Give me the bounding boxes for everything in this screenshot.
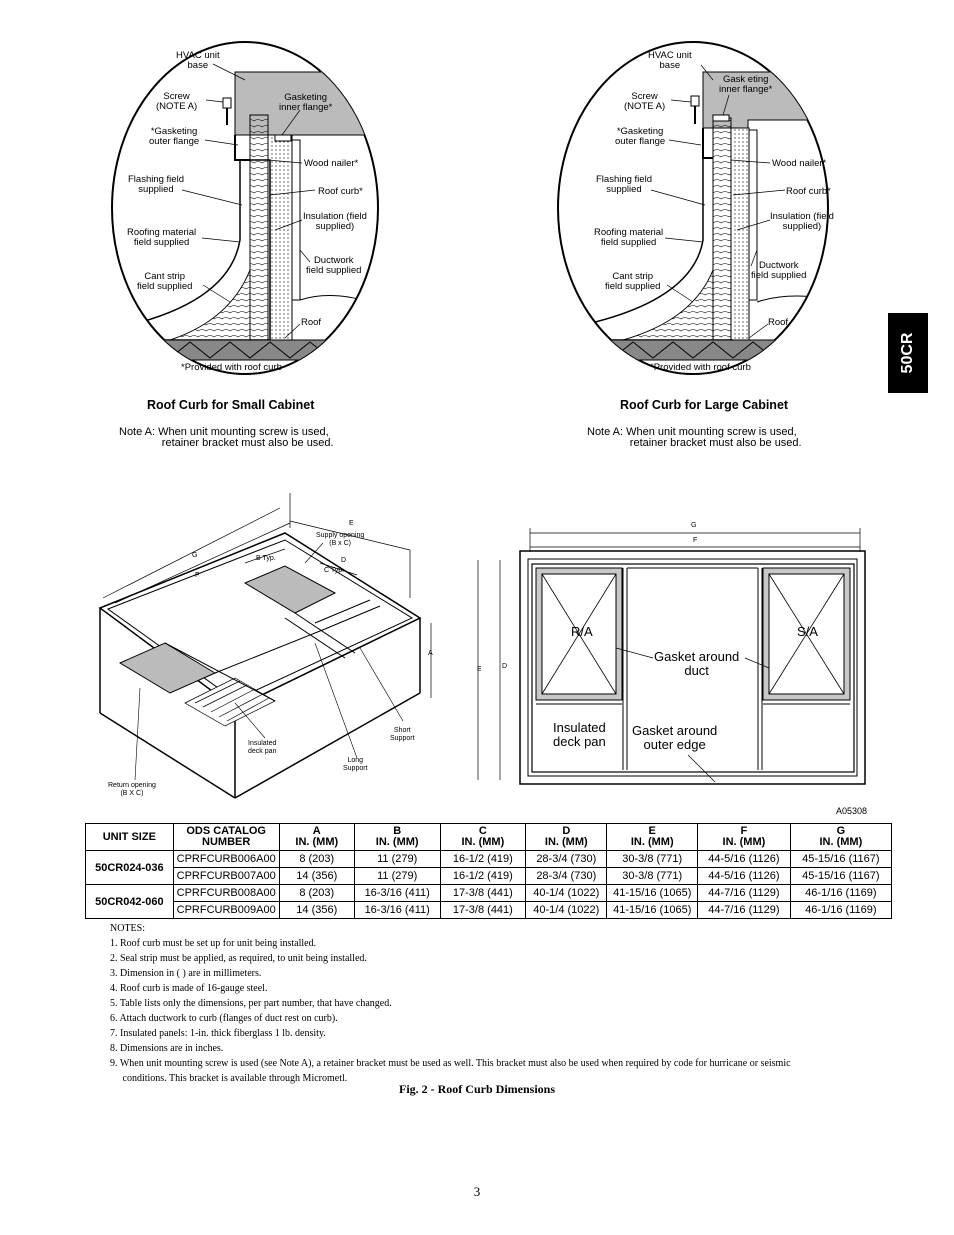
unit-size-cell: 50CR024-036 bbox=[86, 851, 174, 885]
label-roof-curb: Roof curb* bbox=[318, 186, 363, 197]
table-cell: 30-3/8 (771) bbox=[607, 868, 698, 885]
notes-title: NOTES: bbox=[110, 923, 145, 934]
plan-label-gasket-outer-edge: Gasket around outer edge bbox=[632, 723, 718, 752]
table-cell: 16-1/2 (419) bbox=[440, 851, 526, 868]
table-row bbox=[86, 851, 892, 868]
col-f: F IN. (MM) bbox=[698, 824, 791, 851]
label-roof: Roof bbox=[301, 317, 322, 328]
table-cell: 16-3/16 (411) bbox=[354, 885, 440, 902]
notes-block bbox=[110, 921, 791, 1086]
table-cell: 28-3/4 (730) bbox=[526, 851, 607, 868]
iso-label-c-typ: C Typ. bbox=[324, 567, 345, 574]
table-header-row bbox=[86, 824, 892, 851]
label-insulation: Insulation (field supplied) bbox=[303, 211, 367, 232]
label-screw: Screw (NOTE A) bbox=[156, 91, 198, 112]
label-wood-nailer-large: Wood nailer* bbox=[772, 158, 827, 169]
note-item: 7. Insulated panels: 1-in. thick fiberglass 1 lb. density. bbox=[110, 1028, 326, 1039]
iso-label-short-support: Short Support bbox=[390, 727, 415, 742]
table-cell: 44-5/16 (1126) bbox=[698, 868, 791, 885]
section-tab-label: 50CR bbox=[899, 332, 916, 374]
label-hvac-unit-base-large: HVAC unit base bbox=[648, 50, 692, 71]
table-cell: 17-3/8 (441) bbox=[440, 902, 526, 919]
table-cell: CPRFCURB008A00 bbox=[173, 885, 279, 902]
label-flashing: Flashing field supplied bbox=[128, 174, 184, 195]
small-cabinet-caption: Roof Curb for Small Cabinet bbox=[147, 398, 315, 412]
iso-label-a: A bbox=[428, 650, 433, 657]
table-cell: 41-15/16 (1065) bbox=[607, 902, 698, 919]
col-d: D IN. (MM) bbox=[526, 824, 607, 851]
figure-caption: Fig. 2 - Roof Curb Dimensions bbox=[398, 1082, 555, 1096]
note-item: 9. When unit mounting screw is used (see Note A), a retainer bracket must be used as well. This bracket must also be used when required by code for hurricane or seismic bbox=[110, 1058, 791, 1069]
small-cabinet-note: Note A: When unit mounting screw is used, retainer bracket must also be used. bbox=[119, 426, 334, 449]
label-roof-curb-large: Roof curb* bbox=[786, 186, 831, 197]
label-gasketing-inner-flange: Gasketing inner flange* bbox=[279, 92, 333, 113]
iso-label-f: F bbox=[195, 572, 200, 579]
label-ductwork: Ductwork field supplied bbox=[306, 255, 362, 276]
label-gasketing-outer-flange-large: *Gasketing outer flange bbox=[615, 126, 666, 147]
iso-label-b-typ: B Typ. bbox=[256, 555, 276, 562]
col-b: B IN. (MM) bbox=[354, 824, 440, 851]
table-cell: 45-15/16 (1167) bbox=[790, 868, 891, 885]
col-g: G IN. (MM) bbox=[790, 824, 891, 851]
label-flashing-large: Flashing field supplied bbox=[596, 174, 652, 195]
col-c: C IN. (MM) bbox=[440, 824, 526, 851]
large-cabinet-caption: Roof Curb for Large Cabinet bbox=[620, 398, 789, 412]
table-cell: 44-7/16 (1129) bbox=[698, 885, 791, 902]
table-cell: 17-3/8 (441) bbox=[440, 885, 526, 902]
table-row bbox=[86, 868, 892, 885]
roof-curb-dimensions-table bbox=[85, 823, 892, 919]
table-cell: 16-3/16 (411) bbox=[354, 902, 440, 919]
table-cell: 44-7/16 (1129) bbox=[698, 902, 791, 919]
label-wood-nailer: Wood nailer* bbox=[304, 158, 359, 169]
page-number: 3 bbox=[473, 1184, 481, 1199]
unit-size-cell: 50CR042-060 bbox=[86, 885, 174, 919]
table-cell: 30-3/8 (771) bbox=[607, 851, 698, 868]
col-e: E IN. (MM) bbox=[607, 824, 698, 851]
iso-label-d: D bbox=[341, 557, 347, 564]
table-cell: 11 (279) bbox=[354, 851, 440, 868]
table-cell: 46-1/16 (1169) bbox=[790, 902, 891, 919]
table-cell: 16-1/2 (419) bbox=[440, 868, 526, 885]
note-item: 1. Roof curb must be set up for unit being installed. bbox=[110, 938, 317, 949]
plan-label-f: F bbox=[693, 537, 698, 544]
table-cell: 46-1/16 (1169) bbox=[790, 885, 891, 902]
plan-label-insulated-deck-pan: Insulated deck pan bbox=[553, 720, 606, 749]
iso-label-e: E bbox=[349, 520, 354, 527]
iso-label-return-opening: Return opening (B X C) bbox=[108, 782, 156, 797]
label-cant-strip: Cant strip field supplied bbox=[137, 271, 193, 292]
table-cell: CPRFCURB006A00 bbox=[173, 851, 279, 868]
col-unit-size: UNIT SIZE bbox=[86, 824, 174, 851]
plan-label-return-air: R/A bbox=[571, 624, 593, 639]
label-hvac-unit-base: HVAC unit base bbox=[176, 50, 220, 71]
table-row bbox=[86, 902, 892, 919]
plan-label-d: D bbox=[502, 663, 508, 670]
label-provided-with-curb-large: *Provided with roof curb bbox=[650, 362, 751, 373]
table-row bbox=[86, 885, 892, 902]
plan-label-g: G bbox=[691, 522, 697, 529]
table-cell: 11 (279) bbox=[354, 868, 440, 885]
iso-label-g: G bbox=[192, 552, 198, 559]
label-roofing-material: Roofing material field supplied bbox=[127, 227, 197, 248]
note-item: conditions. This bracket is available through Micrometl. bbox=[110, 1073, 348, 1084]
note-item: 8. Dimensions are in inches. bbox=[110, 1043, 224, 1054]
plan-label-gasket-around-duct: Gasket around duct bbox=[654, 649, 740, 678]
table-cell: 14 (356) bbox=[279, 902, 354, 919]
note-item: 4. Roof curb is made of 16-gauge steel. bbox=[110, 983, 268, 994]
large-cabinet-note: Note A: When unit mounting screw is used, retainer bracket must also be used. bbox=[587, 426, 802, 449]
label-insulation-large: Insulation (field supplied) bbox=[770, 211, 834, 232]
table-cell: CPRFCURB009A00 bbox=[173, 902, 279, 919]
plan-label-supply-air: S/A bbox=[797, 624, 818, 639]
table-cell: 8 (203) bbox=[279, 885, 354, 902]
table-cell: 45-15/16 (1167) bbox=[790, 851, 891, 868]
section-tab bbox=[888, 313, 928, 393]
table-cell: 28-3/4 (730) bbox=[526, 868, 607, 885]
col-a: A IN. (MM) bbox=[279, 824, 354, 851]
note-item: 3. Dimension in ( ) are in millimeters. bbox=[110, 968, 262, 979]
iso-label-long-support: Long Support bbox=[343, 757, 368, 772]
table-cell: CPRFCURB007A00 bbox=[173, 868, 279, 885]
table-cell: 8 (203) bbox=[279, 851, 354, 868]
col-catalog-number: ODS CATALOG NUMBER bbox=[173, 824, 279, 851]
table-cell: 14 (356) bbox=[279, 868, 354, 885]
note-item: 6. Attach ductwork to curb (flanges of duct rest on curb). bbox=[110, 1013, 338, 1024]
label-cant-strip-large: Cant strip field supplied bbox=[605, 271, 661, 292]
figure-reference-id: A05308 bbox=[836, 806, 868, 816]
note-item: 2. Seal strip must be applied, as required, to unit being installed. bbox=[110, 953, 367, 964]
table-cell: 40-1/4 (1022) bbox=[526, 902, 607, 919]
label-provided-with-curb: *Provided with roof curb bbox=[181, 362, 282, 373]
plan-label-e: E bbox=[477, 666, 482, 673]
label-gasketing-inner-flange-large: Gask eting inner flange* bbox=[719, 74, 773, 95]
label-gasketing-outer-flange: *Gasketing outer flange bbox=[149, 126, 200, 147]
table-cell: 41-15/16 (1065) bbox=[607, 885, 698, 902]
label-screw-large: Screw (NOTE A) bbox=[624, 91, 666, 112]
iso-label-insulated-deck-pan: Insulated deck pan bbox=[248, 740, 277, 755]
label-roof-large: Roof bbox=[768, 317, 789, 328]
iso-label-supply-opening: Supply opening (B x C) bbox=[316, 532, 365, 547]
table-cell: 44-5/16 (1126) bbox=[698, 851, 791, 868]
label-roofing-material-large: Roofing material field supplied bbox=[594, 227, 664, 248]
table-cell: 40-1/4 (1022) bbox=[526, 885, 607, 902]
note-item: 5. Table lists only the dimensions, per part number, that have changed. bbox=[110, 998, 392, 1009]
label-ductwork-large: Ductwork field supplied bbox=[751, 260, 807, 281]
